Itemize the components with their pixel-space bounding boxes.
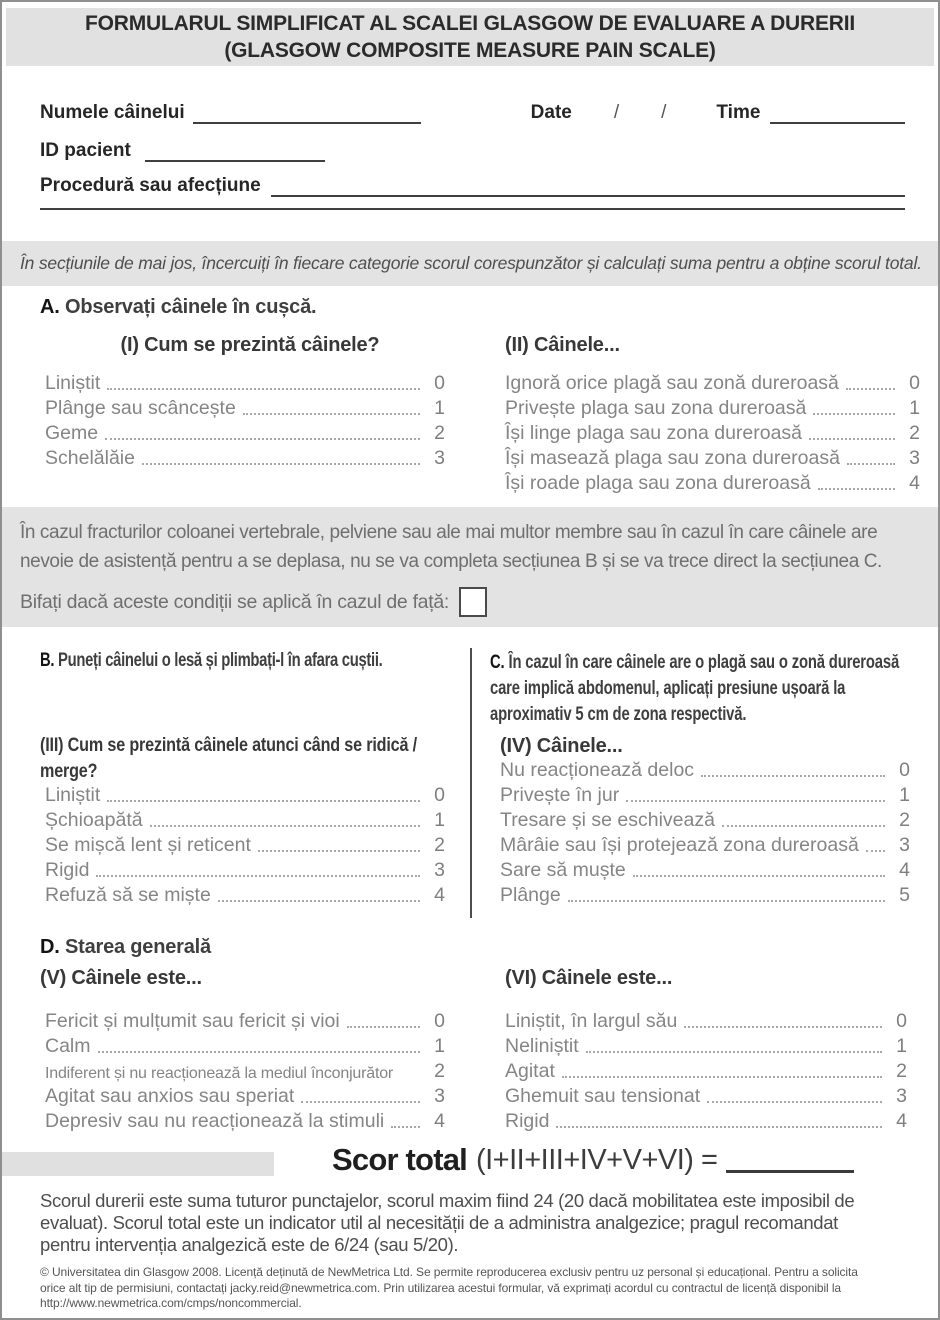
dot-leader: [347, 1026, 420, 1028]
score-item: [45, 1108, 445, 1133]
section-d-letter: D.: [40, 936, 60, 958]
dot-leader: [866, 850, 885, 852]
q2-heading: (II) Câinele...: [505, 334, 620, 356]
checkbox-row: [20, 587, 920, 617]
q3-items: [45, 782, 445, 907]
item-label: Sare să muște: [500, 859, 626, 881]
section-a-text: Observați câinele în cușcă.: [64, 296, 317, 318]
copyright-text: © Universitatea din Glasgow 2008. Licență deținută de NewMetrica Ltd. Se permite reproducerea exclusiv pentru uz personal și educațional. Pentru a solicita orice alt tip de permisiuni, contactați jacky.reid@newmetrica.com. Prin utilizarea acestui formular, vă exprimați acordul cu contractul de licență disponibil la http://www.newmetrica.com/cmps/noncommercial.: [40, 1265, 858, 1310]
item-score: 1: [434, 809, 445, 831]
item-label: Rigid: [505, 1110, 550, 1132]
score-item: [500, 832, 910, 857]
form-title-line2: (GLASGOW COMPOSITE MEASURE PAIN SCALE): [224, 39, 716, 62]
score-item: [500, 882, 910, 907]
score-item: [500, 757, 910, 782]
dot-leader: [684, 1026, 882, 1028]
field-row-name-date-time: [40, 100, 905, 124]
item-score: 5: [899, 884, 910, 906]
q6-heading: (VI) Câinele este...: [505, 967, 673, 989]
score-item: [505, 1008, 907, 1033]
section-c-text: În cazul în care câinele are o plagă sau o zonă dureroasă care implică abdomenul, aplicați presiune ușoară la aproximativ 5 cm de zona respectivă.: [490, 652, 900, 725]
item-label: Își linge plaga sau zona dureroasă: [505, 422, 803, 444]
dot-leader: [809, 438, 895, 440]
item-score: 0: [896, 1010, 907, 1032]
dot-leader: [258, 850, 420, 852]
section-b-text: Puneți câinelui o lesă și plimbați-l în afara cuștii.: [58, 650, 383, 671]
item-score: 0: [909, 372, 920, 394]
q3-heading: (III) Cum se prezintă câinele atunci când se ridică / merge?: [40, 735, 417, 782]
dot-leader: [813, 413, 895, 415]
item-score: 1: [434, 1035, 445, 1057]
procedure-blank-line2[interactable]: [40, 208, 905, 210]
score-item: [45, 857, 445, 882]
time-label: Time: [716, 102, 761, 123]
item-label: Schelălăie: [45, 447, 135, 469]
item-score: 3: [899, 834, 910, 856]
item-score: 2: [434, 422, 445, 444]
item-score: 1: [434, 397, 445, 419]
dot-leader: [243, 413, 420, 415]
column-divider: [470, 648, 472, 918]
q4-heading: (IV) Câinele...: [500, 735, 623, 757]
score-item: [505, 1058, 907, 1083]
item-label: Ghemuit sau tensionat: [505, 1085, 701, 1107]
dot-leader: [107, 388, 420, 390]
item-label: Ignoră orice plagă sau zonă dureroasă: [505, 372, 839, 394]
total-score-blank[interactable]: [726, 1170, 854, 1173]
dot-leader: [98, 1051, 420, 1053]
conditions-checkbox[interactable]: [459, 587, 487, 617]
item-score: 1: [899, 784, 910, 806]
item-score: 4: [899, 859, 910, 881]
total-score-formula: (I+II+III+IV+V+VI) =: [475, 1144, 718, 1176]
score-item: [505, 445, 920, 470]
score-item: [45, 882, 445, 907]
item-score: 0: [899, 759, 910, 781]
item-score: 2: [434, 1060, 445, 1082]
item-label: Neliniștit: [505, 1035, 579, 1057]
score-item: [45, 1008, 445, 1033]
item-label: Privește în jur: [500, 784, 620, 806]
mobility-note-box: [2, 507, 938, 627]
dog-name-blank[interactable]: [193, 104, 421, 124]
field-row-procedure: [40, 173, 905, 197]
q1-items: [45, 370, 445, 470]
item-score: 2: [899, 809, 910, 831]
q1-heading: (I) Cum se prezintă câinele?: [120, 334, 380, 356]
q2-items: [505, 370, 920, 495]
item-score: 4: [434, 1110, 445, 1132]
item-score: 3: [909, 447, 920, 469]
section-a-letter: A.: [40, 296, 60, 318]
item-label: Privește plaga sau zona dureroasă: [505, 397, 807, 419]
item-label: Refuză să se miște: [45, 884, 211, 906]
section-c-title: [490, 650, 927, 728]
section-a-title: [40, 296, 316, 319]
dot-leader: [722, 825, 885, 827]
dot-leader: [218, 900, 420, 902]
time-blank[interactable]: [770, 104, 905, 124]
item-label: Mârâie sau își protejează zona dureroasă: [500, 834, 859, 856]
patient-id-blank[interactable]: [145, 142, 325, 162]
section-b-letter: B.: [40, 650, 55, 671]
item-label: Depresiv sau nu reacționează la stimuli: [45, 1110, 385, 1132]
item-score: 4: [909, 472, 920, 494]
score-item: [45, 445, 445, 470]
score-item: [45, 420, 445, 445]
item-label: Nu reacționează deloc: [500, 759, 695, 781]
date-slash-2: /: [661, 102, 667, 123]
dot-leader: [391, 1126, 420, 1128]
item-label: Calm: [45, 1035, 91, 1057]
score-item: [500, 782, 910, 807]
procedure-label: Procedură sau afecțiune: [40, 175, 261, 196]
procedure-blank[interactable]: [271, 177, 905, 197]
item-score: 2: [434, 834, 445, 856]
score-item: [45, 782, 445, 807]
date-slash-1: /: [613, 102, 620, 123]
item-label: Își masează plaga sau zona dureroasă: [505, 447, 840, 469]
score-item: [500, 807, 910, 832]
score-item: [45, 1058, 445, 1083]
item-score: 2: [896, 1060, 907, 1082]
item-score: 3: [434, 1085, 445, 1107]
dot-leader: [586, 1051, 882, 1053]
score-item: [45, 395, 445, 420]
item-label: Agitat: [505, 1060, 555, 1082]
dot-leader: [633, 875, 885, 877]
score-item: [45, 370, 445, 395]
dot-leader: [846, 388, 895, 390]
item-score: 0: [434, 1010, 445, 1032]
item-score: 1: [896, 1035, 907, 1057]
score-item: [505, 1108, 907, 1133]
item-score: 0: [434, 784, 445, 806]
dot-leader: [301, 1101, 420, 1103]
total-score-row: [332, 1140, 854, 1178]
instruction-text: În secțiunile de mai jos, încercuiți în fiecare categorie scorul corespunzător și calculați suma pentru a obține scorul total.: [20, 253, 922, 273]
item-score: 1: [909, 397, 920, 419]
score-item: [505, 470, 920, 495]
q5-heading: (V) Câinele este...: [40, 967, 202, 989]
item-score: 3: [434, 859, 445, 881]
dot-leader: [105, 438, 420, 440]
item-label: Liniștit: [45, 372, 101, 394]
form-title-band: [6, 8, 934, 66]
dot-leader: [96, 875, 420, 877]
item-score: 2: [909, 422, 920, 444]
dot-leader: [556, 1126, 882, 1128]
dot-leader: [847, 463, 895, 465]
dot-leader: [562, 1076, 882, 1078]
dot-leader: [818, 488, 895, 490]
section-b-title: [40, 650, 479, 672]
score-item: [45, 1083, 445, 1108]
item-score: 3: [434, 447, 445, 469]
field-row-patient-id: [40, 138, 905, 162]
dot-leader: [142, 463, 420, 465]
dot-leader: [150, 825, 420, 827]
item-label: Geme: [45, 422, 99, 444]
section-d-title: [40, 936, 211, 959]
section-d-text: Starea generală: [64, 936, 211, 958]
dot-leader: [626, 800, 885, 802]
item-label: Agitat sau anxios sau speriat: [45, 1085, 295, 1107]
score-item: [505, 370, 920, 395]
dot-leader: [568, 900, 885, 902]
item-label: Se mișcă lent și reticent: [45, 834, 251, 856]
score-item: [505, 1033, 907, 1058]
checkbox-label: Bifați dacă aceste condiții se aplică în cazul de față:: [20, 590, 450, 613]
item-score: 0: [434, 372, 445, 394]
item-score: 4: [896, 1110, 907, 1132]
item-label: Șchioapătă: [45, 809, 143, 831]
q5-items: [45, 1008, 445, 1133]
item-label: Tresare și se eschivează: [500, 809, 715, 831]
score-item: [45, 832, 445, 857]
item-label: Fericit și mulțumit sau fericit și vioi: [45, 1010, 340, 1032]
dog-name-label: Numele câinelui: [40, 102, 185, 123]
patient-id-label: ID pacient: [40, 140, 131, 161]
scoring-summary-text: Scorul durerii este suma tuturor punctajelor, scorul maxim fiind 24 (20 dacă mobilitatea este imposibil de evaluat). Scorul total este un indicator util al necesității de a administra analgezice; pragul recomandat pentru intervenția analgezică este de 6/24 (sau 5/20).: [40, 1190, 855, 1255]
item-label: Liniștit, în largul său: [505, 1010, 678, 1032]
date-label: Date: [530, 102, 572, 123]
item-score: 3: [896, 1085, 907, 1107]
score-item: [45, 1033, 445, 1058]
score-item: [505, 395, 920, 420]
instruction-band: [2, 241, 938, 286]
total-gray-bar: [2, 1152, 274, 1176]
form-title-line1: FORMULARUL SIMPLIFICAT AL SCALEI GLASGOW DE EVALUARE A DURERII: [84, 12, 856, 35]
q6-items: [505, 1008, 907, 1133]
item-label: Plânge: [500, 884, 561, 906]
item-label: Își roade plaga sau zona dureroasă: [505, 472, 811, 494]
score-item: [505, 1083, 907, 1108]
item-label: Rigid: [45, 859, 90, 881]
score-item: [45, 807, 445, 832]
total-score-label: Scor total: [332, 1142, 467, 1177]
dot-leader: [107, 800, 420, 802]
item-label: Indiferent și nu reacționează la mediul înconjurător: [45, 1065, 394, 1082]
item-label: Liniștit: [45, 784, 101, 806]
dot-leader: [701, 775, 885, 777]
item-label: Plânge sau scâncește: [45, 397, 236, 419]
score-item: [505, 420, 920, 445]
section-c-letter: C.: [490, 652, 505, 673]
dot-leader: [707, 1101, 882, 1103]
score-item: [500, 857, 910, 882]
q4-items: [500, 757, 910, 907]
mobility-note-text: În cazul fracturilor coloanei vertebrale, pelviene sau ale mai multor membre sau în cazul în care câinele are nevoie de asistență pentru a se deplasa, nu se va completa secțiunea B și se va trece direct la secțiunea C.: [20, 522, 882, 572]
item-score: 4: [434, 884, 445, 906]
